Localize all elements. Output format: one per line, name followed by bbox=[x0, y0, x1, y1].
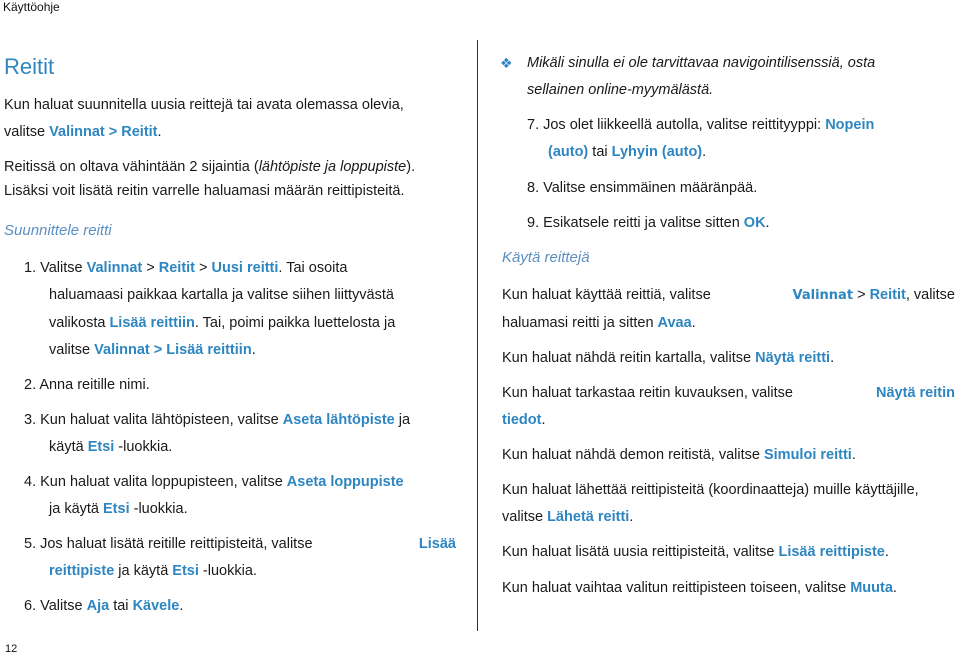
text: Kun haluat vaihtaa valitun reittipisteen toiseen, valitse bbox=[502, 580, 851, 596]
link-nayta-reitin[interactable]: Näytä reitin bbox=[876, 385, 955, 401]
link-tiedot[interactable]: tiedot bbox=[502, 412, 542, 428]
text: Reitissä on oltava vähintään 2 sijaintia ( bbox=[4, 159, 259, 175]
step-7-line-1 bbox=[527, 117, 955, 133]
link-etsi[interactable]: Etsi bbox=[87, 439, 115, 455]
text: Lisäksi voit lisätä reitin varrelle haluamasi määrän reittipisteitä. bbox=[4, 183, 405, 199]
text: tai bbox=[588, 144, 612, 160]
para-4 bbox=[502, 447, 856, 463]
link-aseta-loppupiste[interactable]: Aseta loppupiste bbox=[286, 474, 404, 490]
text: 7. Jos olet liikkeellä autolla, valitse reittityyppi: bbox=[527, 117, 826, 133]
step-1-line-3 bbox=[49, 315, 395, 331]
link-valinnat-lisaa-reittiin[interactable]: Valinnat > Lisää reittiin bbox=[94, 342, 252, 358]
text: ja käytä bbox=[114, 563, 173, 579]
link-valinnat[interactable]: Valinnat bbox=[86, 260, 143, 276]
text: valitse bbox=[502, 509, 548, 525]
step-2 bbox=[24, 377, 150, 393]
intro-line-2 bbox=[4, 124, 162, 140]
diamond-bullet-icon: ❖ bbox=[500, 55, 513, 71]
link-auto[interactable]: (auto) bbox=[548, 144, 589, 160]
text: > bbox=[142, 260, 159, 276]
para-2 bbox=[502, 350, 834, 366]
link-etsi[interactable]: Etsi bbox=[172, 563, 199, 579]
text: -luokkia. bbox=[198, 563, 257, 579]
text: Mikäli sinulla ei ole tarvittavaa navigointilisenssiä, osta bbox=[527, 55, 876, 71]
link-laheta-reitti[interactable]: Lähetä reitti bbox=[547, 509, 630, 525]
text: . Tai, poimi paikka luettelosta ja bbox=[194, 315, 396, 331]
text: 1. Valitse bbox=[24, 260, 87, 276]
step-5-line-2 bbox=[49, 563, 257, 579]
link-reitit[interactable]: Reitit bbox=[869, 287, 906, 303]
link-uusi-reitti[interactable]: Uusi reitti bbox=[211, 260, 279, 276]
text: . bbox=[541, 412, 546, 428]
text: Kun haluat tarkastaa reitin kuvauksen, valitse bbox=[502, 385, 793, 401]
section-title-reitit: Reitit bbox=[4, 54, 55, 79]
para-1-line-2 bbox=[502, 315, 696, 331]
intro-line-4 bbox=[4, 183, 405, 199]
para-7 bbox=[502, 580, 897, 596]
link-avaa[interactable]: Avaa bbox=[657, 315, 692, 331]
step-4-line-2 bbox=[49, 501, 188, 517]
para-3-line-1 bbox=[502, 385, 955, 401]
text: . bbox=[765, 215, 770, 231]
text: 4. Kun haluat valita loppupisteen, valitse bbox=[24, 474, 287, 490]
text: valikosta bbox=[49, 315, 110, 331]
link-lyhyin-auto[interactable]: Lyhyin (auto) bbox=[611, 144, 703, 160]
note-line-1 bbox=[527, 55, 955, 71]
text: . bbox=[702, 144, 707, 160]
link-lisaa-reittiin[interactable]: Lisää reittiin bbox=[109, 315, 195, 331]
text: Kun haluat käyttää reittiä, valitse bbox=[502, 287, 711, 303]
link-nayta-reitti[interactable]: Näytä reitti bbox=[755, 350, 831, 366]
text: . bbox=[629, 509, 634, 525]
link-kavele[interactable]: Kävele bbox=[132, 598, 180, 614]
text: . bbox=[157, 124, 162, 140]
text: Kun haluat suunnitella uusia reittejä tai avata olemassa olevia, bbox=[4, 97, 404, 113]
text: . bbox=[179, 598, 184, 614]
text: 5. Jos haluat lisätä reitille reittipisteitä, valitse bbox=[24, 536, 313, 552]
link-lisaa-reittipiste[interactable]: Lisää reittipiste bbox=[778, 544, 885, 560]
link-etsi[interactable]: Etsi bbox=[103, 501, 130, 517]
text: , valitse bbox=[905, 287, 955, 303]
text: käytä bbox=[49, 439, 88, 455]
link-simuloi-reitti[interactable]: Simuloi reitti bbox=[763, 447, 852, 463]
intro-line-3 bbox=[4, 159, 415, 175]
text: > bbox=[195, 260, 212, 276]
text: Kun haluat lähettää reittipisteitä (koordinaatteja) muille käyttäjille, bbox=[502, 482, 919, 498]
link-valinnat-reitit[interactable]: Valinnat > Reitit bbox=[49, 124, 158, 140]
link-reittipiste[interactable]: reittipiste bbox=[49, 563, 115, 579]
text: . bbox=[884, 544, 889, 560]
text: valitse bbox=[4, 124, 50, 140]
note-line-2 bbox=[527, 82, 713, 98]
step-3-line-2 bbox=[49, 439, 172, 455]
link-reitit[interactable]: Reitit bbox=[158, 260, 195, 276]
text: ). bbox=[406, 159, 416, 175]
step-6 bbox=[24, 598, 183, 614]
text: 9. Esikatsele reitti ja valitse sitten bbox=[527, 215, 744, 231]
text: -luokkia. bbox=[129, 501, 188, 517]
para-6 bbox=[502, 544, 889, 560]
link-aja[interactable]: Aja bbox=[86, 598, 110, 614]
text: . Tai osoita bbox=[278, 260, 348, 276]
para-5-line-1 bbox=[502, 482, 955, 498]
manual-header-label: Käyttöohje bbox=[3, 0, 60, 14]
text: 6. Valitse bbox=[24, 598, 87, 614]
page-number: 12 bbox=[5, 643, 18, 655]
text: 2. Anna reitille nimi. bbox=[24, 377, 150, 393]
para-1-line-1 bbox=[502, 287, 955, 303]
text: valitse bbox=[49, 342, 95, 358]
text: Kun haluat lisätä uusia reittipisteitä, valitse bbox=[502, 544, 779, 560]
text: 8. Valitse ensimmäinen määränpää. bbox=[527, 180, 758, 196]
text: ja käytä bbox=[49, 501, 103, 517]
para-5-line-2 bbox=[502, 509, 633, 525]
link-muuta[interactable]: Muuta bbox=[850, 580, 893, 596]
step-9 bbox=[527, 215, 770, 231]
step-7-line-2 bbox=[548, 144, 706, 160]
link-lisaa[interactable]: Lisää bbox=[418, 536, 456, 552]
text: -luokkia. bbox=[114, 439, 173, 455]
text: sellainen online-myymälästä. bbox=[527, 82, 714, 98]
text: tai bbox=[109, 598, 133, 614]
subtitle-suunnittele-reitti: Suunnittele reitti bbox=[4, 222, 112, 239]
text: . bbox=[851, 447, 856, 463]
intro-line-1 bbox=[4, 97, 456, 113]
step-3-line-1 bbox=[24, 412, 410, 428]
link-ok[interactable]: OK bbox=[743, 215, 766, 231]
text: ja bbox=[394, 412, 411, 428]
subtitle-kayta-reitteja: Käytä reittejä bbox=[502, 249, 590, 266]
step-1-line-4 bbox=[49, 342, 256, 358]
text: > bbox=[853, 287, 870, 303]
text: Kun haluat nähdä reitin kartalla, valitse bbox=[502, 350, 756, 366]
step-1-line-1 bbox=[24, 260, 456, 276]
text: . bbox=[830, 350, 835, 366]
text: . bbox=[251, 342, 256, 358]
text: 3. Kun haluat valita lähtöpisteen, valitse bbox=[24, 412, 283, 428]
para-3-line-2 bbox=[502, 412, 546, 428]
step-4-line-1 bbox=[24, 474, 404, 490]
text-italic: lähtöpiste ja loppupiste bbox=[258, 159, 407, 175]
link-aseta-lahtopiste[interactable]: Aseta lähtöpiste bbox=[282, 412, 395, 428]
column-divider bbox=[477, 40, 478, 631]
text: haluamasi reitti ja sitten bbox=[502, 315, 658, 331]
text: haluamaasi paikkaa kartalla ja valitse siihen liittyvästä bbox=[49, 287, 394, 303]
text: . bbox=[691, 315, 696, 331]
link-nopein[interactable]: Nopein bbox=[825, 117, 875, 133]
step-8 bbox=[527, 180, 757, 196]
link-valinnat[interactable]: Valinnat bbox=[792, 288, 854, 303]
text: Kun haluat nähdä demon reitistä, valitse bbox=[502, 447, 764, 463]
step-5-line-1 bbox=[24, 536, 456, 552]
step-1-line-2 bbox=[49, 287, 456, 303]
text: . bbox=[892, 580, 897, 596]
